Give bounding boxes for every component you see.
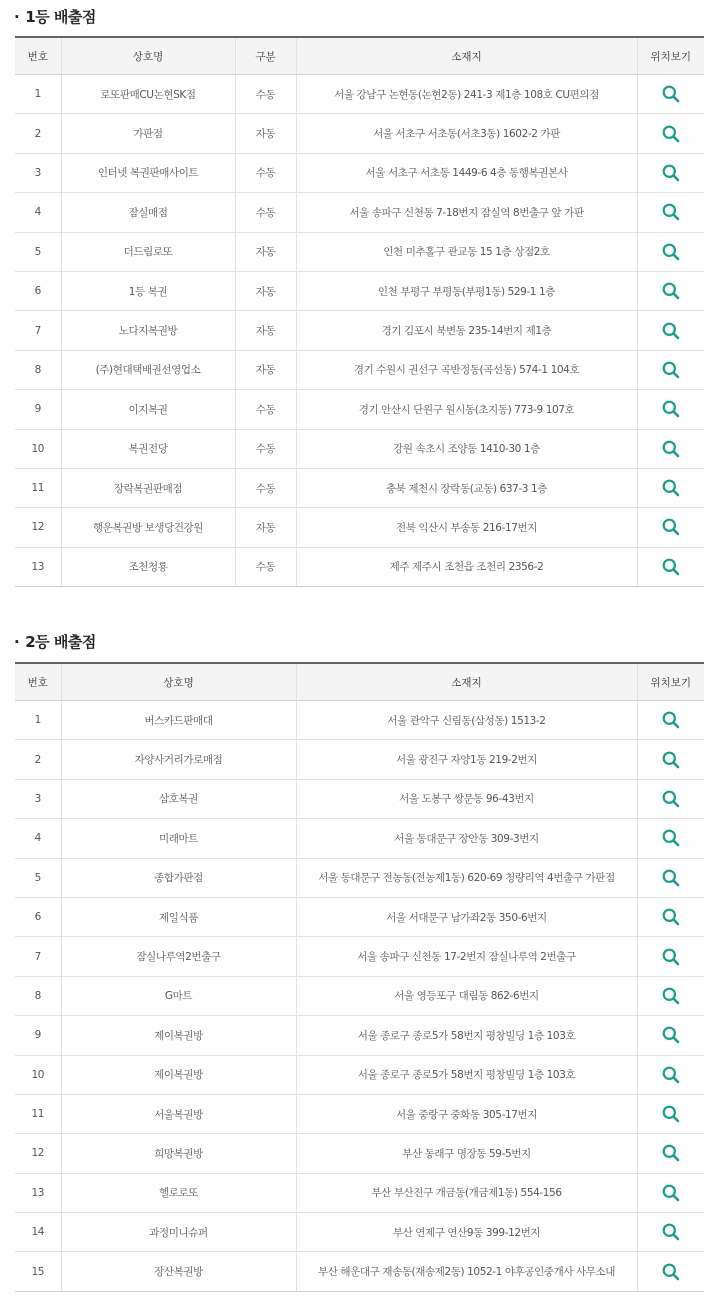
shop-address: 서울 서초구 서초동 1449-6 4층 동행복권본사 bbox=[296, 153, 637, 192]
row-number: 4 bbox=[15, 819, 61, 858]
shop-name: (주)현대택배권선영업소 bbox=[61, 350, 235, 389]
search-icon[interactable] bbox=[661, 947, 681, 967]
shop-address: 서울 종로구 종로5가 58번지 평창빌딩 1층 103호 bbox=[296, 1055, 637, 1094]
col-header-name: 상호명 bbox=[61, 37, 235, 75]
selection-type: 수동 bbox=[235, 153, 296, 192]
table-row bbox=[15, 976, 704, 1015]
selection-type: 자동 bbox=[235, 271, 296, 310]
map-cell bbox=[637, 390, 704, 429]
search-icon[interactable] bbox=[661, 321, 681, 341]
selection-type: 수동 bbox=[235, 468, 296, 507]
shop-address: 서울 서초구 서초동(서초3동) 1602-2 가판 bbox=[296, 114, 637, 153]
selection-type: 수동 bbox=[235, 390, 296, 429]
shop-name: 헬로로또 bbox=[61, 1173, 296, 1212]
map-cell bbox=[637, 740, 704, 779]
map-cell bbox=[637, 153, 704, 192]
table-row bbox=[15, 858, 704, 897]
row-number: 3 bbox=[15, 779, 61, 818]
col-header-map: 위치보기 bbox=[637, 663, 704, 701]
shop-name: 가판점 bbox=[61, 114, 235, 153]
row-number: 12 bbox=[15, 508, 61, 547]
search-icon[interactable] bbox=[661, 1262, 681, 1282]
shop-address: 부산 연제구 연산9동 399-12번지 bbox=[296, 1213, 637, 1252]
search-icon[interactable] bbox=[661, 360, 681, 380]
table-row bbox=[15, 350, 704, 389]
map-cell bbox=[637, 508, 704, 547]
shop-name: 인터넷 복권판매사이트 bbox=[61, 153, 235, 192]
table-row bbox=[15, 1055, 704, 1094]
map-cell bbox=[637, 311, 704, 350]
map-cell bbox=[637, 858, 704, 897]
table-header-row bbox=[15, 663, 704, 701]
search-icon[interactable] bbox=[661, 517, 681, 537]
table-row bbox=[15, 819, 704, 858]
table-row bbox=[15, 232, 704, 271]
shop-address: 인천 부평구 부평동(부평1동) 529-1 1층 bbox=[296, 271, 637, 310]
first-prize-table bbox=[15, 36, 704, 587]
shop-name: 행운복권방 보생당건강원 bbox=[61, 508, 235, 547]
map-cell bbox=[637, 976, 704, 1015]
table-row bbox=[15, 897, 704, 936]
col-header-name: 상호명 bbox=[61, 663, 296, 701]
shop-address: 부산 부산진구 개금동(개금제1동) 554-156 bbox=[296, 1173, 637, 1212]
map-cell bbox=[637, 897, 704, 936]
shop-name: 이지복권 bbox=[61, 390, 235, 429]
col-header-address: 소재지 bbox=[296, 663, 637, 701]
table-row bbox=[15, 701, 704, 740]
shop-name: 잠실매점 bbox=[61, 193, 235, 232]
map-cell bbox=[637, 1252, 704, 1291]
table-row bbox=[15, 1173, 704, 1212]
shop-address: 인천 미추홀구 관교동 15 1층 상점2호 bbox=[296, 232, 637, 271]
second-prize-table bbox=[15, 662, 704, 1292]
shop-name: 과정미니슈퍼 bbox=[61, 1213, 296, 1252]
shop-name: 삼호복권 bbox=[61, 779, 296, 818]
shop-name: 1등 복권 bbox=[61, 271, 235, 310]
first-prize-rows bbox=[15, 75, 704, 587]
selection-type: 수동 bbox=[235, 75, 296, 114]
shop-address: 서울 종로구 종로5가 58번지 평창빌딩 1층 103호 bbox=[296, 1016, 637, 1055]
table-row bbox=[15, 75, 704, 114]
row-number: 9 bbox=[15, 390, 61, 429]
second-prize-rows bbox=[15, 701, 704, 1292]
selection-type: 수동 bbox=[235, 429, 296, 468]
search-icon[interactable] bbox=[661, 710, 681, 730]
search-icon[interactable] bbox=[661, 202, 681, 222]
row-number: 8 bbox=[15, 350, 61, 389]
table-row bbox=[15, 193, 704, 232]
map-cell bbox=[637, 701, 704, 740]
row-number: 15 bbox=[15, 1252, 61, 1291]
table-row bbox=[15, 429, 704, 468]
shop-address: 서울 동대문구 전농동(전농제1동) 620-69 청량리역 4번출구 가판점 bbox=[296, 858, 637, 897]
map-cell bbox=[637, 193, 704, 232]
search-icon[interactable] bbox=[661, 1065, 681, 1085]
shop-name: G마트 bbox=[61, 976, 296, 1015]
shop-address: 경기 안산시 단원구 원시동(초지동) 773-9 107호 bbox=[296, 390, 637, 429]
selection-type: 자동 bbox=[235, 350, 296, 389]
search-icon[interactable] bbox=[661, 84, 681, 104]
col-header-no: 번호 bbox=[15, 37, 61, 75]
row-number: 5 bbox=[15, 232, 61, 271]
table-row bbox=[15, 1016, 704, 1055]
shop-address: 서울 서대문구 남가좌2동 350-6번지 bbox=[296, 897, 637, 936]
map-cell bbox=[637, 779, 704, 818]
search-icon[interactable] bbox=[661, 1183, 681, 1203]
shop-name: 서울복권방 bbox=[61, 1094, 296, 1133]
table-row bbox=[15, 740, 704, 779]
table-row bbox=[15, 271, 704, 310]
shop-name: 미래마트 bbox=[61, 819, 296, 858]
search-icon[interactable] bbox=[661, 478, 681, 498]
row-number: 14 bbox=[15, 1213, 61, 1252]
selection-type: 수동 bbox=[235, 547, 296, 586]
map-cell bbox=[637, 429, 704, 468]
map-cell bbox=[637, 1055, 704, 1094]
map-cell bbox=[637, 271, 704, 310]
shop-address: 부산 해운대구 재송동(재송제2동) 1052-1 야후공인중개사 사무소내 bbox=[296, 1252, 637, 1291]
search-icon[interactable] bbox=[661, 828, 681, 848]
shop-name: 장락복권판매점 bbox=[61, 468, 235, 507]
table-header-row bbox=[15, 37, 704, 75]
row-number: 9 bbox=[15, 1016, 61, 1055]
map-cell bbox=[637, 75, 704, 114]
shop-address: 서울 광진구 자양1동 219-2번지 bbox=[296, 740, 637, 779]
map-cell bbox=[637, 232, 704, 271]
row-number: 2 bbox=[15, 114, 61, 153]
row-number: 5 bbox=[15, 858, 61, 897]
map-cell bbox=[637, 1016, 704, 1055]
row-number: 8 bbox=[15, 976, 61, 1015]
shop-name: 제이복권방 bbox=[61, 1055, 296, 1094]
shop-name: 제일식품 bbox=[61, 897, 296, 936]
selection-type: 자동 bbox=[235, 311, 296, 350]
table-row bbox=[15, 1213, 704, 1252]
table-row bbox=[15, 547, 704, 586]
table-row bbox=[15, 1252, 704, 1291]
table-row bbox=[15, 390, 704, 429]
row-number: 6 bbox=[15, 897, 61, 936]
shop-name: 희망복권방 bbox=[61, 1134, 296, 1173]
shop-name: 제이복권방 bbox=[61, 1016, 296, 1055]
row-number: 10 bbox=[15, 1055, 61, 1094]
map-cell bbox=[637, 1173, 704, 1212]
shop-address: 강원 속초시 조양동 1410-30 1층 bbox=[296, 429, 637, 468]
row-number: 10 bbox=[15, 429, 61, 468]
shop-name: 잠실나루역2번출구 bbox=[61, 937, 296, 976]
first-prize-title: · 1등 배출점 bbox=[14, 8, 96, 26]
selection-type: 자동 bbox=[235, 508, 296, 547]
row-number: 11 bbox=[15, 468, 61, 507]
shop-address: 서울 송파구 신천동 7-18번지 잠실역 8번출구 앞 가판 bbox=[296, 193, 637, 232]
col-header-no: 번호 bbox=[15, 663, 61, 701]
search-icon[interactable] bbox=[661, 868, 681, 888]
search-icon[interactable] bbox=[661, 1143, 681, 1163]
table-row bbox=[15, 1134, 704, 1173]
search-icon[interactable] bbox=[661, 1104, 681, 1124]
table-row bbox=[15, 1094, 704, 1133]
table-row bbox=[15, 508, 704, 547]
shop-address: 전북 익산시 부송동 216-17번지 bbox=[296, 508, 637, 547]
shop-name: 로또판매CU논현SK점 bbox=[61, 75, 235, 114]
map-cell bbox=[637, 937, 704, 976]
shop-address: 경기 수원시 권선구 곡반정동(곡선동) 574-1 104호 bbox=[296, 350, 637, 389]
search-icon[interactable] bbox=[661, 986, 681, 1006]
map-cell bbox=[637, 547, 704, 586]
col-header-map: 위치보기 bbox=[637, 37, 704, 75]
search-icon[interactable] bbox=[661, 439, 681, 459]
shop-name: 장산복권방 bbox=[61, 1252, 296, 1291]
shop-address: 서울 관악구 신림동(삼성동) 1513-2 bbox=[296, 701, 637, 740]
search-icon[interactable] bbox=[661, 750, 681, 770]
row-number: 2 bbox=[15, 740, 61, 779]
shop-name: 노다지복권방 bbox=[61, 311, 235, 350]
map-cell bbox=[637, 1134, 704, 1173]
search-icon[interactable] bbox=[661, 124, 681, 144]
map-cell bbox=[637, 114, 704, 153]
shop-address: 부산 동래구 명장동 59-5번지 bbox=[296, 1134, 637, 1173]
row-number: 12 bbox=[15, 1134, 61, 1173]
table-row bbox=[15, 153, 704, 192]
search-icon[interactable] bbox=[661, 163, 681, 183]
row-number: 13 bbox=[15, 547, 61, 586]
shop-name: 자양사거리가로매점 bbox=[61, 740, 296, 779]
search-icon[interactable] bbox=[661, 1222, 681, 1242]
search-icon[interactable] bbox=[661, 399, 681, 419]
selection-type: 수동 bbox=[235, 193, 296, 232]
map-cell bbox=[637, 1213, 704, 1252]
map-cell bbox=[637, 1094, 704, 1133]
row-number: 11 bbox=[15, 1094, 61, 1133]
shop-address: 서울 도봉구 쌍문동 96-43번지 bbox=[296, 779, 637, 818]
table-row bbox=[15, 311, 704, 350]
title-bullet: · bbox=[14, 8, 20, 26]
row-number: 6 bbox=[15, 271, 61, 310]
map-cell bbox=[637, 819, 704, 858]
row-number: 4 bbox=[15, 193, 61, 232]
shop-address: 충북 제천시 장락동(교동) 637-3 1층 bbox=[296, 468, 637, 507]
table-row bbox=[15, 937, 704, 976]
row-number: 3 bbox=[15, 153, 61, 192]
shop-name: 복권전당 bbox=[61, 429, 235, 468]
row-number: 7 bbox=[15, 311, 61, 350]
second-prize-title: · 2등 배출점 bbox=[14, 633, 96, 651]
table-row bbox=[15, 114, 704, 153]
shop-address: 서울 강남구 논현동(논현2동) 241-3 제1층 108호 CU편의점 bbox=[296, 75, 637, 114]
title-bullet: · bbox=[14, 633, 20, 651]
search-icon[interactable] bbox=[661, 1025, 681, 1045]
row-number: 1 bbox=[15, 75, 61, 114]
shop-address: 제주 제주시 조천읍 조천리 2356-2 bbox=[296, 547, 637, 586]
search-icon[interactable] bbox=[661, 242, 681, 262]
row-number: 7 bbox=[15, 937, 61, 976]
row-number: 13 bbox=[15, 1173, 61, 1212]
shop-address: 서울 동대문구 장안동 309-3번지 bbox=[296, 819, 637, 858]
search-icon[interactable] bbox=[661, 281, 681, 301]
table-row bbox=[15, 779, 704, 818]
shop-name: 버스카드판매대 bbox=[61, 701, 296, 740]
table-row bbox=[15, 468, 704, 507]
col-header-type: 구분 bbox=[235, 37, 296, 75]
search-icon[interactable] bbox=[661, 907, 681, 927]
map-cell bbox=[637, 350, 704, 389]
row-number: 1 bbox=[15, 701, 61, 740]
search-icon[interactable] bbox=[661, 789, 681, 809]
shop-name: 조천청룡 bbox=[61, 547, 235, 586]
selection-type: 자동 bbox=[235, 232, 296, 271]
selection-type: 자동 bbox=[235, 114, 296, 153]
search-icon[interactable] bbox=[661, 557, 681, 577]
shop-name: 더드림로또 bbox=[61, 232, 235, 271]
shop-name: 종합가판점 bbox=[61, 858, 296, 897]
col-header-address: 소재지 bbox=[296, 37, 637, 75]
shop-address: 경기 김포시 북변동 235-14번지 제1층 bbox=[296, 311, 637, 350]
shop-address: 서울 중랑구 중화동 305-17번지 bbox=[296, 1094, 637, 1133]
shop-address: 서울 송파구 신천동 17-2번지 잠실나루역 2번출구 bbox=[296, 937, 637, 976]
shop-address: 서울 영등포구 대림동 862-6번지 bbox=[296, 976, 637, 1015]
map-cell bbox=[637, 468, 704, 507]
